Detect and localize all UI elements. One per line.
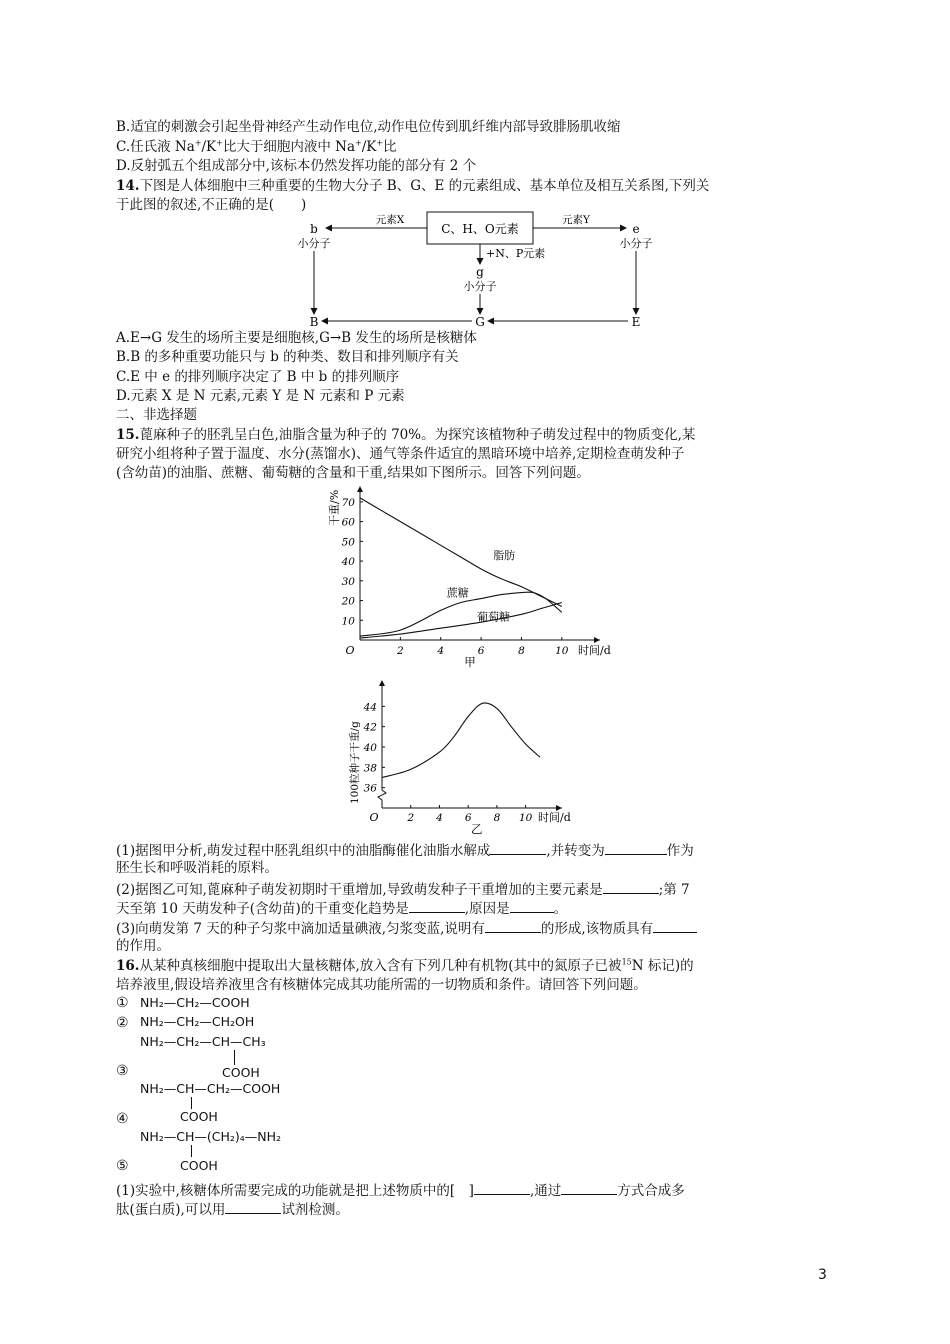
y-tick-label: 60 <box>341 516 355 529</box>
q13-c-mid3: /K <box>361 139 377 155</box>
y-axis-with-break <box>378 682 386 808</box>
y-axis-title: 100粒种子干重/g <box>349 721 361 804</box>
q14-option-d: D.元素 X 是 N 元素,元素 Y 是 N 元素和 P 元素 <box>116 388 405 404</box>
x-tick-label: 2 <box>407 812 415 824</box>
series-label-0: 脂肪 <box>493 549 516 563</box>
x-tick-label: 6 <box>477 645 485 657</box>
q15-stem-line3: (含幼苗)的油脂、蔗糖、葡萄糖的含量和干重,结果如下图所示。回答下列问题。 <box>116 465 590 481</box>
x-tick-label: 6 <box>464 812 472 824</box>
y-axis-arrow <box>379 680 385 686</box>
q13-c-plus2: + <box>216 138 223 148</box>
y-tick-label: 20 <box>341 595 355 608</box>
origin-label: O <box>345 644 355 657</box>
x-tick-label: 8 <box>493 812 501 824</box>
x-tick-label: 4 <box>437 645 445 657</box>
q14-option-a: A.E→G 发生的场所主要是细胞核,G→B 发生的场所是核糖体 <box>116 330 477 346</box>
q15-part2-line2 <box>116 898 567 918</box>
q15-blank-2[interactable] <box>605 840 667 855</box>
q16-stem-line1 <box>116 957 694 975</box>
formula-3: NH₂—CH₂—CH—CH₃ <box>140 1034 266 1049</box>
q16-blank-2[interactable] <box>561 1180 617 1195</box>
q15-blank-6[interactable] <box>485 918 541 933</box>
chart-yi <box>340 672 600 834</box>
y-tick-label: 38 <box>363 762 377 775</box>
element-x-label: 元素X <box>375 214 405 226</box>
q14-relation-diagram <box>270 206 670 332</box>
formula-4-sub: COOH <box>180 1109 218 1124</box>
q14-option-b: B.B 的多种重要功能只与 b 的种类、数目和排列顺序有关 <box>116 349 459 365</box>
chart-jia <box>320 480 640 670</box>
y-tick-label: 36 <box>363 782 377 795</box>
x-axis-arrow <box>594 637 600 643</box>
q16-p1a: (1)实验中,核糖体所需要完成的功能就是把上述物质中的[ ] <box>116 1183 474 1199</box>
chart-title: 乙 <box>471 822 483 834</box>
q16-p1b: ,通过 <box>529 1183 562 1199</box>
x-tick-label: 2 <box>397 645 404 657</box>
x-tick-label: 10 <box>555 645 569 657</box>
formula-4: NH₂—CH—CH₂—COOH <box>140 1081 281 1096</box>
bond-3 <box>234 1050 235 1065</box>
q16-part1-line2 <box>116 1199 349 1219</box>
q16-stem1a: 从某种真核细胞中提取出大量核糖体,放入含有下列几种有机物(其中的氮原子已被 <box>139 958 622 974</box>
E-label: E <box>631 315 641 329</box>
y-tick-label: 44 <box>363 701 377 714</box>
element-y-label: 元素Y <box>562 214 590 226</box>
q15-blank-3[interactable] <box>603 879 659 894</box>
q16-blank-3[interactable] <box>225 1199 281 1214</box>
formula-5: NH₂—CH—(CH₂)₄—NH₂ <box>140 1129 282 1144</box>
section-heading: 二、非选择题 <box>116 407 197 423</box>
q15-blank-7[interactable] <box>653 918 697 933</box>
origin-label: O <box>369 811 379 824</box>
bond-4 <box>191 1097 192 1109</box>
q15-blank-1[interactable] <box>490 840 546 855</box>
page-number: 3 <box>818 1267 827 1283</box>
q14-stem1: 下图是人体细胞中三种重要的生物大分子 B、G、E 的元素组成、基本单位及相互关系图,下列关 <box>139 178 710 194</box>
q13-option-b: B.适宜的刺激会引起坐骨神经产生动作电位,动作电位传到肌纤维内部导致腓肠肌收缩 <box>116 119 621 135</box>
q15-p3b: 的形成,该物质具有 <box>540 921 654 937</box>
q16-isotope-sup: 15 <box>621 957 632 967</box>
q15-part1-line2: 胚生长和呼吸消耗的原料。 <box>116 860 278 876</box>
formula-3-sub: COOH <box>222 1065 260 1080</box>
mark-5: ⑤ <box>116 1158 129 1174</box>
q15-part3-line2: 的作用。 <box>116 938 170 954</box>
q15-stem-line2: 研究小组将种子置于温度、水分(蒸馏水)、通气等条件适宜的黑暗环境中培养,定期检查萌发种子 <box>116 446 685 462</box>
mark-4: ④ <box>116 1111 129 1127</box>
q15-p1c: 作为 <box>666 843 694 859</box>
x-tick-label: 8 <box>518 645 525 657</box>
e-label: e <box>632 222 640 236</box>
y-tick-label: 42 <box>363 721 377 734</box>
q13-option-d: D.反射弧五个组成部分中,该标本仍然发挥功能的部分有 2 个 <box>116 158 477 174</box>
q13-option-c <box>116 138 397 156</box>
formula-1: NH₂—CH₂—COOH <box>140 995 250 1010</box>
bond-5 <box>191 1145 192 1157</box>
b-label: b <box>310 222 318 236</box>
e-small-molecule: 小分子 <box>619 237 653 250</box>
y-tick-label: 70 <box>341 496 355 509</box>
q15-blank-4[interactable] <box>409 898 465 913</box>
q14-stem-line2: 于此图的叙述,不正确的是( ) <box>116 197 307 213</box>
x-tick-label: 10 <box>518 812 533 824</box>
formula-2: NH₂—CH₂—CH₂OH <box>140 1014 255 1029</box>
B-label: B <box>309 315 319 329</box>
q15-p3a: (3)向萌发第 7 天的种子匀浆中滴加适量碘液,匀浆变蓝,说明有 <box>116 921 485 937</box>
x-axis-title: 时间/d <box>538 811 571 824</box>
q16-blank-1[interactable] <box>474 1180 530 1195</box>
mark-1: ① <box>116 995 129 1011</box>
q16-p1d: 肽(蛋白质),可以用 <box>116 1202 226 1218</box>
q15-p1b: ,并转变为 <box>546 843 605 859</box>
y-tick-label: 10 <box>341 615 355 628</box>
y-tick-label: 40 <box>341 556 355 569</box>
q16-part1-line1 <box>116 1180 685 1200</box>
chart-title: 甲 <box>464 655 476 669</box>
q16-p1e: 试剂检测。 <box>281 1202 349 1218</box>
q15-stem1: 蓖麻种子的胚乳呈白色,油脂含量为种子的 70%。为探究该植物种子萌发过程中的物质变化,某 <box>139 427 696 443</box>
q15-p2b: ;第 7 <box>658 882 690 898</box>
np-label: +N、P元素 <box>486 247 546 260</box>
q13-c-end: 比 <box>383 139 397 155</box>
q16-stem1b: N 标记)的 <box>631 958 694 974</box>
mark-3: ③ <box>116 1063 129 1079</box>
q14-option-c: C.E 中 e 的排列顺序决定了 B 中 b 的排列顺序 <box>116 369 400 385</box>
mark-2: ② <box>116 1015 129 1031</box>
q15-stem-line1 <box>116 426 695 444</box>
q13-c-plus4: + <box>376 138 384 148</box>
q15-blank-5[interactable] <box>510 898 554 913</box>
y-tick-label: 50 <box>341 536 355 549</box>
q15-number: 15. <box>116 427 140 443</box>
g-small-molecule: 小分子 <box>463 280 497 293</box>
q13-c-mid1: /K <box>201 139 217 155</box>
center-label: C、H、O元素 <box>441 222 519 236</box>
x-tick-label: 4 <box>436 812 443 824</box>
q15-p1a: (1)据图甲分析,萌发过程中胚乳组织中的油脂酶催化油脂水解成 <box>116 843 491 859</box>
q15-part1-line1 <box>116 840 694 860</box>
q15-p2e: 。 <box>553 901 568 917</box>
x-axis-title: 时间/d <box>578 644 611 657</box>
q15-p2a: (2)据图乙可知,蓖麻种子萌发初期时干重增加,导致萌发种子干重增加的主要元素是 <box>116 882 603 898</box>
q15-part2-line1 <box>116 879 690 899</box>
q13-c-pre: C.任氏液 Na <box>116 139 195 155</box>
g-label: g <box>476 265 484 279</box>
formula-5-sub: COOH <box>180 1158 218 1173</box>
series-line-0 <box>382 703 540 778</box>
y-tick-label: 30 <box>341 575 355 588</box>
q16-number: 16. <box>116 958 140 974</box>
b-small-molecule: 小分子 <box>297 237 331 250</box>
q15-p2d: ,原因是 <box>464 901 510 917</box>
y-axis-title: 干重/% <box>328 489 341 526</box>
series-label-1: 蔗糖 <box>446 586 469 600</box>
G-label: G <box>475 315 485 329</box>
q13-c-mid2: 比大于细胞内液中 Na <box>222 139 355 155</box>
q13-c-plus1: + <box>194 138 202 148</box>
q16-p1c: 方式合成多 <box>617 1183 685 1199</box>
y-tick-label: 40 <box>363 742 377 754</box>
q15-p2c: 天至第 10 天萌发种子(含幼苗)的干重变化趋势是 <box>116 901 409 917</box>
q15-part3-line1 <box>116 918 697 938</box>
series-label-2: 葡萄糖 <box>477 610 511 624</box>
q14-stem-line1 <box>116 177 709 195</box>
q16-stem-line2: 培养液里,假设培养液里含有核糖体完成其功能所需的一切物质和条件。请回答下列问题。 <box>116 977 647 993</box>
q14-number: 14. <box>116 178 140 194</box>
y-axis-arrow <box>357 486 363 492</box>
q13-c-plus3: + <box>355 138 362 148</box>
